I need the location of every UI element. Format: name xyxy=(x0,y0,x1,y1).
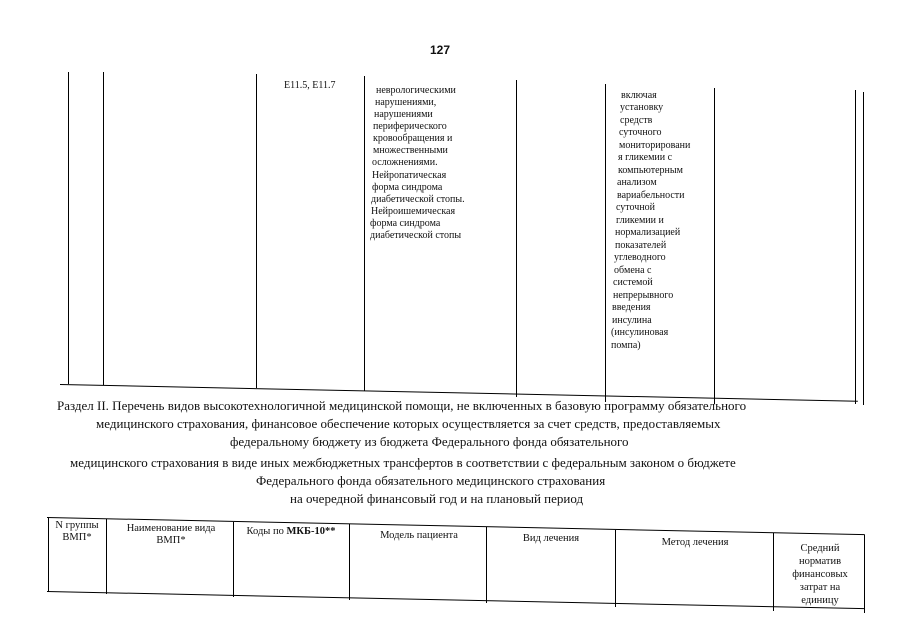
cell-line: форма синдрома xyxy=(372,182,443,193)
cell-line: углеводного xyxy=(614,252,666,263)
cell-line: мониторировани xyxy=(619,140,691,151)
cell-line: средств xyxy=(620,115,653,126)
top-table-border xyxy=(714,88,715,404)
cell-line: введения xyxy=(612,302,651,313)
cell-line: нарушениями, xyxy=(375,97,437,108)
page-number: 127 xyxy=(429,43,451,57)
cell-line: периферического xyxy=(373,121,447,132)
cell-line: вариабельности xyxy=(617,190,685,201)
section-heading-line: федеральному бюджету из бюджета Федерального фонда обязательного xyxy=(230,434,629,449)
cell-line: компьютерным xyxy=(618,165,683,176)
header-icd-bold: МКБ-10** xyxy=(286,526,336,537)
cell-line: системой xyxy=(613,277,653,288)
header-icd-prefix: Коды по xyxy=(246,526,287,537)
bottom-table-border xyxy=(106,519,107,594)
cell-line: диабетической стопы. xyxy=(371,194,465,205)
cell-line: кровообращения и xyxy=(373,133,453,144)
cell-line: Нейропатическая xyxy=(372,170,447,181)
bottom-table-border xyxy=(47,591,865,609)
header-cost-norm: Средний норматив финансовых затрат на единицу xyxy=(792,543,848,606)
cell-line: обмена с xyxy=(614,265,652,276)
cell-line: осложнениями. xyxy=(372,157,438,168)
section-heading-line: Федерального фонда обязательного медицинского страхования xyxy=(256,473,606,488)
bottom-table-border xyxy=(48,518,49,592)
bottom-table-border xyxy=(349,524,350,600)
bottom-table-border xyxy=(773,533,774,611)
header-vmp-name: Наименование вида ВМП* xyxy=(126,523,216,546)
section-heading-line: Раздел II. Перечень видов высокотехнологичной медицинской помощи, не включенных в базовую программу обязательного xyxy=(57,398,747,413)
top-table-icd-codes: E11.5, E11.7 xyxy=(284,80,336,91)
cell-line: инсулина xyxy=(612,315,652,326)
top-table-border xyxy=(68,72,69,384)
bottom-table-border xyxy=(233,522,234,597)
section-heading-line: медицинского страхования в виде иных межбюджетных трансфертов в соответствии с федеральным законом о бюджете xyxy=(70,455,736,470)
cell-line: установку xyxy=(620,102,664,113)
top-table-border xyxy=(364,76,365,391)
cell-line: нормализацией xyxy=(615,227,681,238)
cell-line: Нейроишемическая xyxy=(371,206,456,217)
header-patient-model: Модель пациента xyxy=(380,530,458,541)
cell-line: (инсулиновая xyxy=(611,327,669,338)
section-heading-line: медицинского страхования, финансовое обеспечение которых осуществляется за счет средств, предоставляемых xyxy=(96,416,721,431)
cell-line: анализом xyxy=(617,177,657,188)
cell-line: суточной xyxy=(616,202,656,213)
cell-line: диабетической стопы xyxy=(370,230,462,241)
section-heading-line: на очередной финансовый год и на плановый период xyxy=(290,491,584,506)
bottom-table-border xyxy=(864,535,865,613)
cell-line: форма синдрома xyxy=(370,218,441,229)
cell-line: я гликемии с xyxy=(618,152,673,163)
top-table-border xyxy=(855,90,856,404)
cell-line: помпа) xyxy=(611,340,641,351)
top-table-border xyxy=(516,80,517,397)
top-table-border xyxy=(605,84,606,402)
cell-line: включая xyxy=(621,90,657,101)
cell-line: показателей xyxy=(615,240,667,251)
bottom-table-border xyxy=(486,527,487,603)
bottom-table-border xyxy=(615,530,616,607)
top-table-border xyxy=(103,72,104,385)
top-table-border xyxy=(256,74,257,388)
header-icd-codes xyxy=(236,526,346,538)
cell-line: неврологическими xyxy=(376,85,456,96)
header-group-number: N группы ВМП* xyxy=(55,520,99,543)
cell-line: суточного xyxy=(619,127,662,138)
header-treatment-method: Метод лечения xyxy=(661,537,729,548)
cell-line: гликемии и xyxy=(616,215,664,226)
header-treatment-type: Вид лечения xyxy=(522,533,580,544)
top-table-border xyxy=(863,92,864,405)
cell-line: непрерывного xyxy=(613,290,674,301)
cell-line: множественными xyxy=(373,145,448,156)
cell-line: нарушениями xyxy=(374,109,433,120)
